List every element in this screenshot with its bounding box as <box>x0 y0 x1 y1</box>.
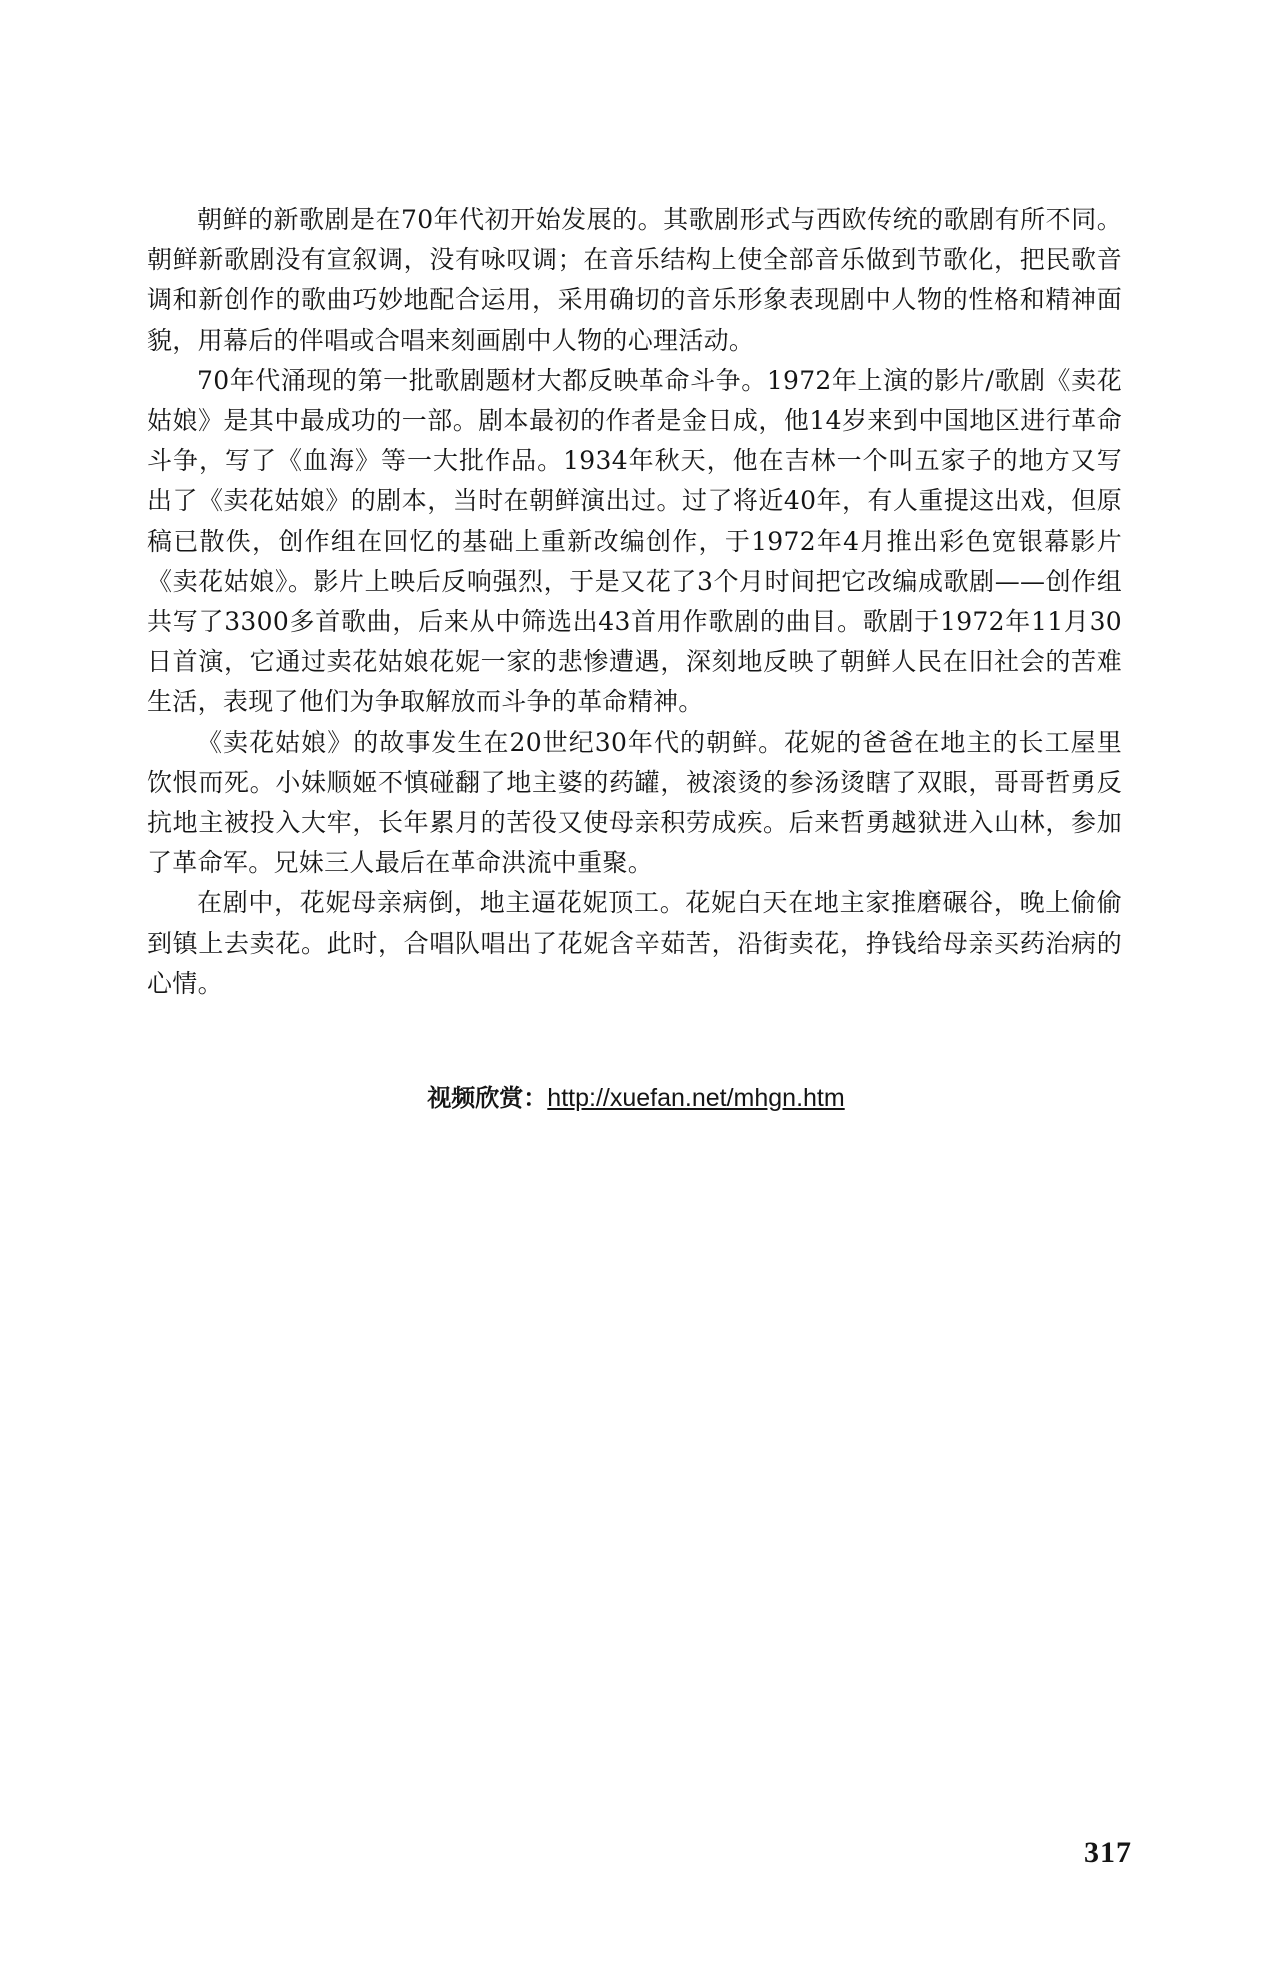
video-link-url[interactable]: http://xuefan.net/mhgn.htm <box>547 1084 845 1112</box>
paragraph-story: 《卖花姑娘》的故事发生在20世纪30年代的朝鲜。花妮的爸爸在地主的长工屋里饮恨而死。小妹顺姬不慎碰翻了地主婆的药罐，被滚烫的参汤烫瞎了双眼，哥哥哲勇反抗地主被投入大牢，长年累月的苦役又使母亲积劳成疾。后来哲勇越狱进入山林，参加了革命军。兄妹三人最后在革命洪流中重聚。 <box>147 727 1122 878</box>
paragraph-intro: 朝鲜的新歌剧是在70年代初开始发展的。其歌剧形式与西欧传统的歌剧有所不同。朝鲜新歌剧没有宣叙调，没有咏叹调；在音乐结构上使全部音乐做到节歌化，把民歌音调和新创作的歌曲巧妙地配合运用，采用确切的音乐形象表现剧中人物的性格和精神面貌，用幕后的伴唱或合唱来刻画剧中人物的心理活动。 <box>147 205 1122 355</box>
page-number: 317 <box>1084 1836 1132 1869</box>
paragraph-history: 70年代涌现的第一批歌剧题材大都反映革命斗争。1972年上演的影片/歌剧《卖花姑娘》是其中最成功的一部。剧本最初的作者是金日成，他14岁来到中国地区进行革命斗争，写了《血海》等一大批作品。1934年秋天，他在吉林一个叫五家子的地方又写出了《卖花姑娘》的剧本，当时在朝鲜演出过。过了将近40年，有人重提这出戏，但原稿已散佚，创作组在回忆的基础上重新改编创作，于1972年4月推出彩色宽银幕影片《卖花姑娘》。影片上映后反响强烈，于是又花了3个月时间把它改编成歌剧——创作组共写了3300多首歌曲，后来从中筛选出43首用作歌剧的曲目。歌剧于1972年11月30日首演，它通过卖花姑娘花妮一家的悲惨遭遇，深刻地反映了朝鲜人民在旧社会的苦难生活，表现了他们为争取解放而斗争的革命精神。 <box>147 365 1122 717</box>
video-link-line <box>0 1081 1272 1115</box>
paragraph-scene: 在剧中，花妮母亲病倒，地主逼花妮顶工。花妮白天在地主家推磨碾谷，晚上偷偷到镇上去卖花。此时，合唱队唱出了花妮含辛茹苦，沿街卖花，挣钱给母亲买药治病的心情。 <box>147 888 1122 998</box>
body-text <box>147 200 1122 1004</box>
video-link-label: 视频欣赏： <box>427 1084 548 1112</box>
